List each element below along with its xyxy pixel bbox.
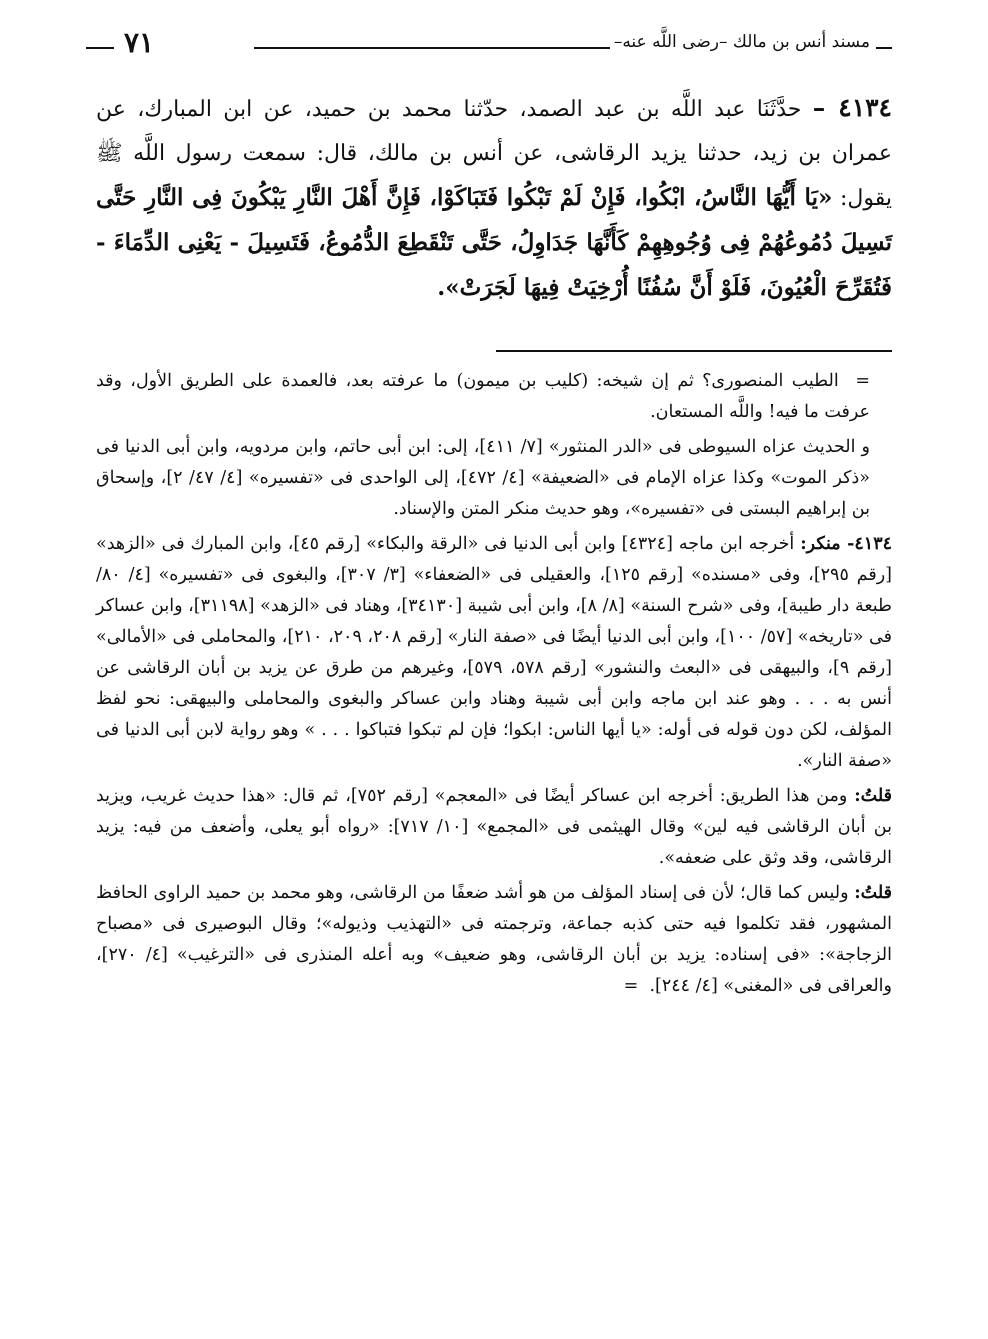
footnote-separator — [496, 350, 892, 352]
header-rule-middle — [254, 47, 610, 49]
footnote-p2: و الحديث عزاه السيوطى فى «الدر المنثور» [٧/ ٤١١]، إلى: ابن أبى حاتم، وابن مردويه، وابن أبى الدنيا فى «ذكر الموت» وكذا عزاه الإمام فى «الضعيفة» [٤/ ٤٧٢]، إلى الواحدى فى «تفسيره» [٤/ ٤٧/ ٢]، وإسحاق بن إبراهيم البستى فى «تفسيره»، وهو حديث منكر المتن والإسناد. — [96, 437, 870, 519]
footnote-takhrij — [96, 529, 892, 777]
footnote-p5: وليس كما قال؛ لأن فى إسناد المؤلف من هو أشد ضعفًا من الرقاشى، وهو محمد بن حميد الراوى الحافظ المشهور، فقد تكلموا فيه حتى كذبه جماعة، وترجمته فى «التهذيب وذيوله»؛ وقال البوصيرى فى «مصباح الزجاجة»: «فى إسناده: يزيد بن أبان الرقاشى، وهو ضعيف» وبه أعله المنذرى فى «الترغيب» [٤/ ٢٧٠]، والعراقى فى «المغنى» [٤/ ٢٤٤]. — [96, 883, 892, 996]
page-number: ٧١ — [124, 26, 155, 59]
hadith-isnad: حدَّثَنَا عبد اللَّه بن عبد الصمد، حدّثنا محمد بن حميد، عن ابن المبارك، عن عمران بن زيد، حدثنا يزيد الرقاشى، عن أنس بن مالك، قال: سمعت رسول اللَّه ﷺ يقول: — [96, 97, 893, 211]
takhrij-label: ٤١٣٤- منكر: — [800, 534, 893, 554]
footnotes — [96, 366, 892, 1006]
footnote-p4: ومن هذا الطريق: أخرجه ابن عساكر أيضًا فى «المعجم» [رقم ٧٥٢]، ثم قال: «هذا حديث غريب، ويزيد بن أبان الرقاشى فيه لين» وقال الهيثمى فى «المجمع» [١٠/ ٧١٧]: «رواه أبو يعلى، وأضعف من فيه: يزيد الرقاشى، وقد وثق على ضعفه». — [96, 786, 892, 868]
footnote-p1: الطيب المنصورى؟ ثم إن شيخه: (كليب بن ميمون) ما عرفته بعد، فالعمدة على الطريق الأول، وقد عرفت ما فيه! واللَّه المستعان. — [96, 371, 870, 422]
continuation-mark: = — [855, 371, 870, 391]
hadith-text — [96, 86, 892, 311]
header-rule-left — [86, 47, 114, 49]
footnote-continuation — [96, 366, 892, 428]
running-title: مسند أنس بن مالك –رضى اللَّه عنه– — [613, 32, 870, 52]
footnote-comment-1 — [96, 781, 892, 874]
header-rule-right — [876, 47, 892, 49]
running-header — [86, 26, 892, 66]
footnote-p3: أخرجه ابن ماجه [٤٣٢٤] وابن أبى الدنيا فى «الرقة والبكاء» [رقم ٤٥]، وابن المبارك فى «الزهد» [رقم ٢٩٥]، وفى «مسنده» [رقم ١٢٥]، والعقيلى فى «الضعفاء» [٣/ ٣٠٧]، والبغوى فى «تفسيره» [٤/ ٨٠/ طبعة دار طيبة]، وفى «شرح السنة» [٨/ ٨]، وابن أبى شيبة [٣٤١٣٠]، وهناد فى «الزهد» [٣١١٩٨]، وابن عساكر فى «تاريخه» [٥٧/ ١٠٠]، وابن أبى الدنيا أيضًا فى «صفة النار» [رقم ٢٠٨، ٢٠٩، ٢١٠]، والمحاملى فى «الأمالى» [رقم ٩]، والبيهقى فى «البعث والنشور» [رقم ٥٧٨، ٥٧٩]، وغيرهم من طرق عن يزيد بن أبان الرقاشى عن أنس به . . . وهو عند ابن ماجه وابن أبى شيبة وهناد وابن عساكر والبغوى والمحاملى والبيهقى: نحو لفظ المؤلف، لكن دون قوله فى أوله: «يا أيها الناس: ابكوا؛ فإن لم تبكوا فتباكوا . . . » وهو رواية لابن أبى الدنيا فى «صفة النار». — [96, 534, 893, 771]
footnote-comment-2 — [96, 878, 892, 1002]
comment-label-2: قلتُ: — [854, 883, 892, 903]
hadith-number: ٤١٣٤ – — [812, 93, 892, 122]
hadith-matn: «يَا أَيُّهَا النَّاسُ، ابْكُوا، فَإِنْ لَمْ تَبْكُوا فَتَبَاكَوْا، فَإِنَّ أَهْلَ النَّارِ يَبْكُونَ فِى النَّارِ حَتَّى تَسِيلَ دُمُوعُهُمْ فِى وُجُوهِهِمْ كَأَنَّهَا جَدَاوِلُ، حَتَّى تَنْقَطِعَ الدُّمُوعُ، فَتَسِيلَ - يَعْنِى الدِّمَاءَ - فَتُقَرِّحَ الْعُيُونَ، فَلَوْ أَنَّ سُفُنًا أُرْخِيَتْ فِيهَا لَجَرَتْ». — [96, 184, 892, 301]
comment-label-1: قلتُ: — [854, 786, 892, 806]
continuation-mark-end: = — [623, 976, 639, 996]
hadith-paragraph — [96, 86, 892, 311]
footnote-hadith-source — [96, 432, 892, 525]
